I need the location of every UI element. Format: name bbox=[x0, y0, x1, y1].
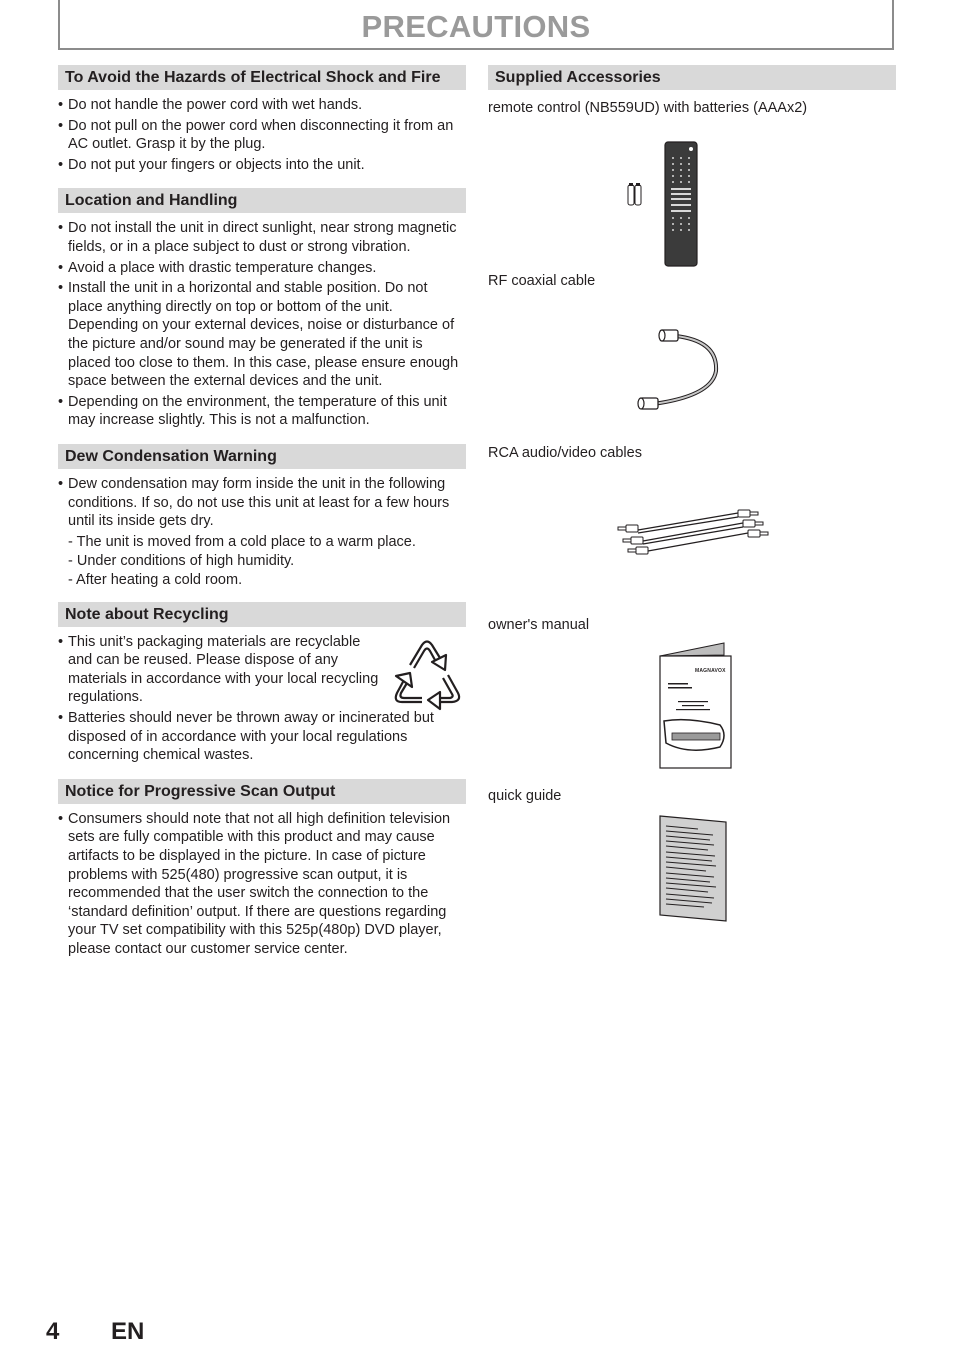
hazards-list bbox=[58, 96, 466, 174]
page-title-box bbox=[58, 0, 894, 50]
coaxial-cable-icon bbox=[488, 291, 896, 444]
section-heading-accessories: Supplied Accessories bbox=[488, 65, 896, 90]
section-heading-progressive: Notice for Progressive Scan Output bbox=[58, 779, 466, 804]
dew-condition: - Under conditions of high humidity. bbox=[68, 552, 295, 569]
list-item: • Do not install the unit in direct sunlight, near strong magnetic fields, or in a place subject to dust or strong vibration. bbox=[58, 220, 457, 255]
manual-brand-text: MAGNAVOX bbox=[695, 668, 726, 674]
dew-condition: - After heating a cold room. bbox=[68, 571, 243, 588]
list-item: • Do not handle the power cord with wet hands. bbox=[58, 97, 363, 113]
left-column bbox=[58, 65, 466, 961]
list-item: • Batteries should never be thrown away or incinerated but disposed of in accordance with your local regulations concerning chemical wastes. bbox=[58, 710, 434, 764]
section-heading-hazards: To Avoid the Hazards of Electrical Shock and Fire bbox=[58, 65, 466, 90]
accessory-label-manual: owner's manual bbox=[488, 617, 590, 633]
remote-control-icon bbox=[488, 118, 896, 270]
accessory-label-remote: remote control (NB559UD) with batteries (AAAx2) bbox=[488, 100, 808, 116]
quick-guide-icon bbox=[488, 806, 896, 936]
page-title: PRECAUTIONS bbox=[361, 9, 591, 44]
section-heading-dew: Dew Condensation Warning bbox=[58, 444, 466, 469]
accessory-rca bbox=[488, 463, 896, 616]
list-item: • Install the unit in a horizontal and stable position. Do not place anything directly on top or bottom of the unit. Depending on your external devices, noise or disturbance of the picture and/or sound may be generated if the unit is placed too close to them. In this case, please ensure enough space between the external devices and the unit. bbox=[58, 280, 459, 390]
progressive-list bbox=[58, 810, 466, 959]
list-item: • This unit’s packaging materials are recyclable and can be reused. Please dispose of any materials in accordance with your local recycling regulations. bbox=[58, 633, 379, 706]
section-heading-recycling: Note about Recycling bbox=[58, 602, 466, 627]
recycling-block bbox=[58, 633, 466, 765]
list-item: • Depending on the environment, the temperature of this unit may increase slightly. This is not a malfunction. bbox=[58, 393, 447, 429]
owners-manual-icon bbox=[488, 635, 896, 787]
location-list bbox=[58, 219, 466, 430]
accessory-label-rca: RCA audio/video cables bbox=[488, 445, 642, 461]
section-heading-location: Location and Handling bbox=[58, 188, 466, 213]
accessory-quick-guide bbox=[488, 806, 896, 936]
list-item: • Consumers should note that not all high definition television sets are fully compatible with this product and may cause artifacts to be displayed in the picture. In case of picture problems with 525(480) progressive scan output, it is recommended that the user switch the connection to the ‘standard definition’ output. If there are questions regarding your TV set compatibility with this 525p(480p) DVD player, please contact our customer service center. bbox=[58, 810, 451, 957]
accessory-label-coaxial: RF coaxial cable bbox=[488, 273, 596, 289]
rca-cables-icon bbox=[488, 463, 896, 616]
right-column bbox=[488, 65, 896, 936]
recycle-icon bbox=[388, 635, 466, 713]
page-number: 4 bbox=[46, 1318, 60, 1345]
page-language: EN bbox=[111, 1318, 145, 1345]
list-item: • Dew condensation may form inside the unit in the following conditions. If so, do not use this unit at least for a few hours until its inside gets dry. bbox=[58, 475, 450, 530]
dew-list bbox=[58, 475, 466, 531]
accessory-manual bbox=[488, 635, 896, 787]
accessory-remote bbox=[488, 118, 896, 270]
list-item: • Do not pull on the power cord when disconnecting it from an AC outlet. Grasp it by the plug. bbox=[58, 117, 454, 153]
accessory-label-quick-guide: quick guide bbox=[488, 788, 562, 804]
dew-condition: - The unit is moved from a cold place to a warm place. bbox=[68, 533, 416, 550]
accessory-coaxial bbox=[488, 291, 896, 444]
list-item: • Avoid a place with drastic temperature changes. bbox=[58, 259, 377, 276]
list-item: • Do not put your fingers or objects into the unit. bbox=[58, 156, 365, 173]
